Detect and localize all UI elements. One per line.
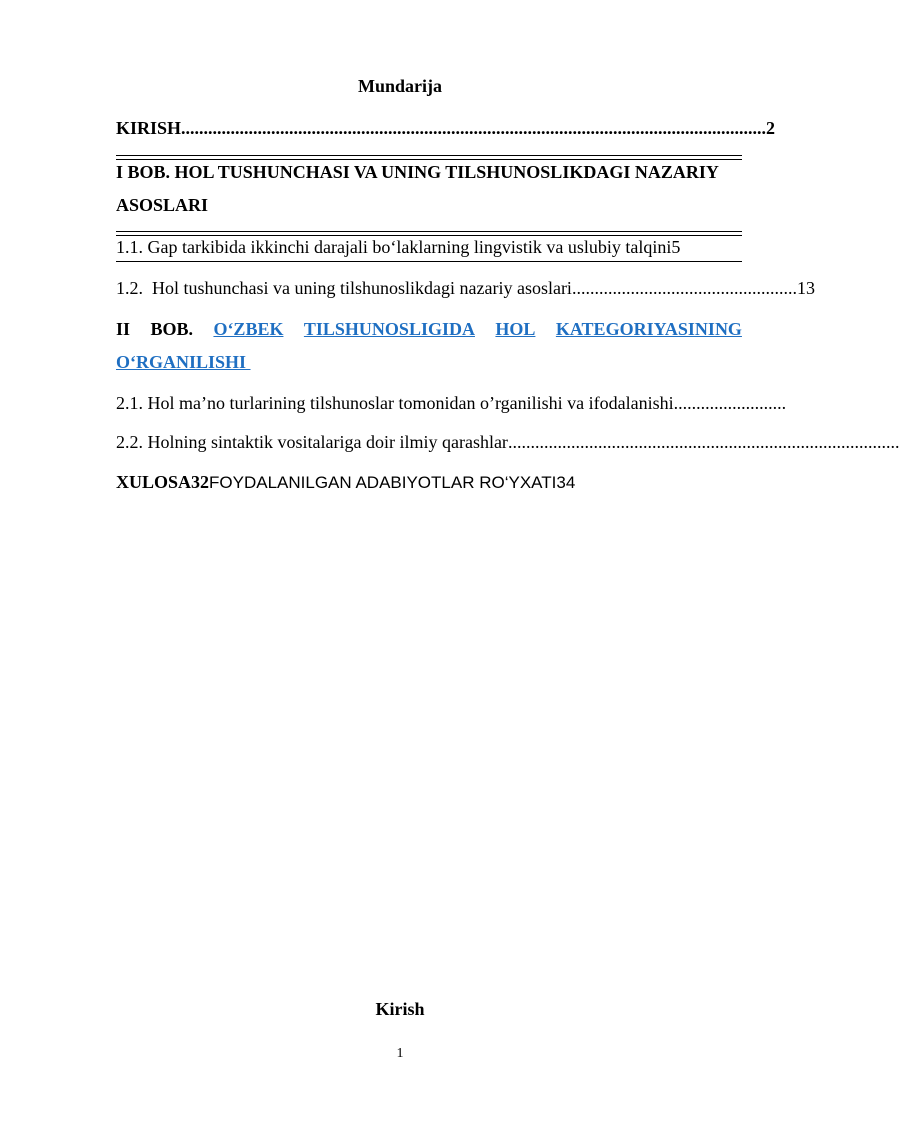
- bob2-link-word[interactable]: TILSHUNOSLIGIDA: [303, 319, 475, 339]
- toc-adabiyotlar-page: 34: [556, 473, 576, 492]
- toc-page-number: 2: [766, 118, 776, 138]
- toc-entry-bob2-line2[interactable]: [116, 352, 742, 373]
- bob2-word: II: [116, 319, 131, 339]
- page-number: 1: [396, 1046, 404, 1061]
- toc-leader-dots: ..................................................: [571, 278, 797, 298]
- toc-entry-final[interactable]: [116, 472, 742, 493]
- toc-leader-dots: .......................................................................................: [507, 432, 899, 452]
- toc-entry-bob1-line1[interactable]: I BOB. HOL TUSHUNCHASI VA UNING TILSHUNOSLIKDAGI NAZARIY: [116, 162, 719, 182]
- toc-entry-kirish[interactable]: [116, 118, 776, 139]
- toc-leader-dots: ..................................................................................................................................: [181, 118, 767, 138]
- toc-entry-label: 2.2. Holning sintaktik vositalariga doir ilmiy qarashlar: [116, 432, 508, 452]
- toc-entry-label: 1.2. Hol tushunchasi va uning tilshunoslikdagi nazariy asoslari: [116, 278, 572, 298]
- bob2-link-word[interactable]: KATEGORIYASINING: [555, 319, 742, 339]
- toc-entry-bob1-line2[interactable]: ASOSLARI: [116, 195, 209, 215]
- bob2-word: BOB.: [150, 319, 193, 339]
- toc-entry-1-1[interactable]: [116, 237, 742, 258]
- toc-entry-1-2[interactable]: [116, 278, 815, 299]
- toc-leader-dots: .........................: [673, 393, 787, 413]
- underline-rule: [116, 261, 742, 262]
- toc-adabiyotlar-label: FOYDALANILGAN ADABIYOTLAR RO‘YXATI: [209, 473, 557, 492]
- toc-entry-2-2[interactable]: [116, 432, 899, 453]
- toc-entry-2-1[interactable]: [116, 393, 787, 414]
- toc-page-number: 13: [796, 278, 815, 298]
- toc-title: Mundarija: [357, 76, 442, 96]
- toc-page-number: 5: [671, 237, 681, 257]
- next-section-heading: Kirish: [375, 999, 425, 1019]
- toc-entry-label: 2.1. Hol ma’no turlarining tilshunoslar tomonidan o’rganilishi va ifodalanishi: [116, 393, 674, 413]
- toc-xulosa-page: 32: [191, 472, 210, 492]
- toc-entry-label: 1.1. Gap tarkibida ikkinchi darajali bo‘laklarning lingvistik va uslubiy talqini: [116, 237, 672, 257]
- toc-xulosa-label: XULOSA: [116, 472, 192, 492]
- bob2-link-word[interactable]: HOL: [495, 319, 536, 339]
- bob2-link-word[interactable]: O‘ZBEK: [213, 319, 284, 339]
- double-rule: [116, 231, 742, 236]
- toc-entry-label: KIRISH: [116, 118, 182, 138]
- bob2-link[interactable]: O‘RGANILISHI: [116, 352, 251, 372]
- toc-entry-bob2-line1[interactable]: [116, 319, 742, 340]
- double-rule: [116, 155, 742, 160]
